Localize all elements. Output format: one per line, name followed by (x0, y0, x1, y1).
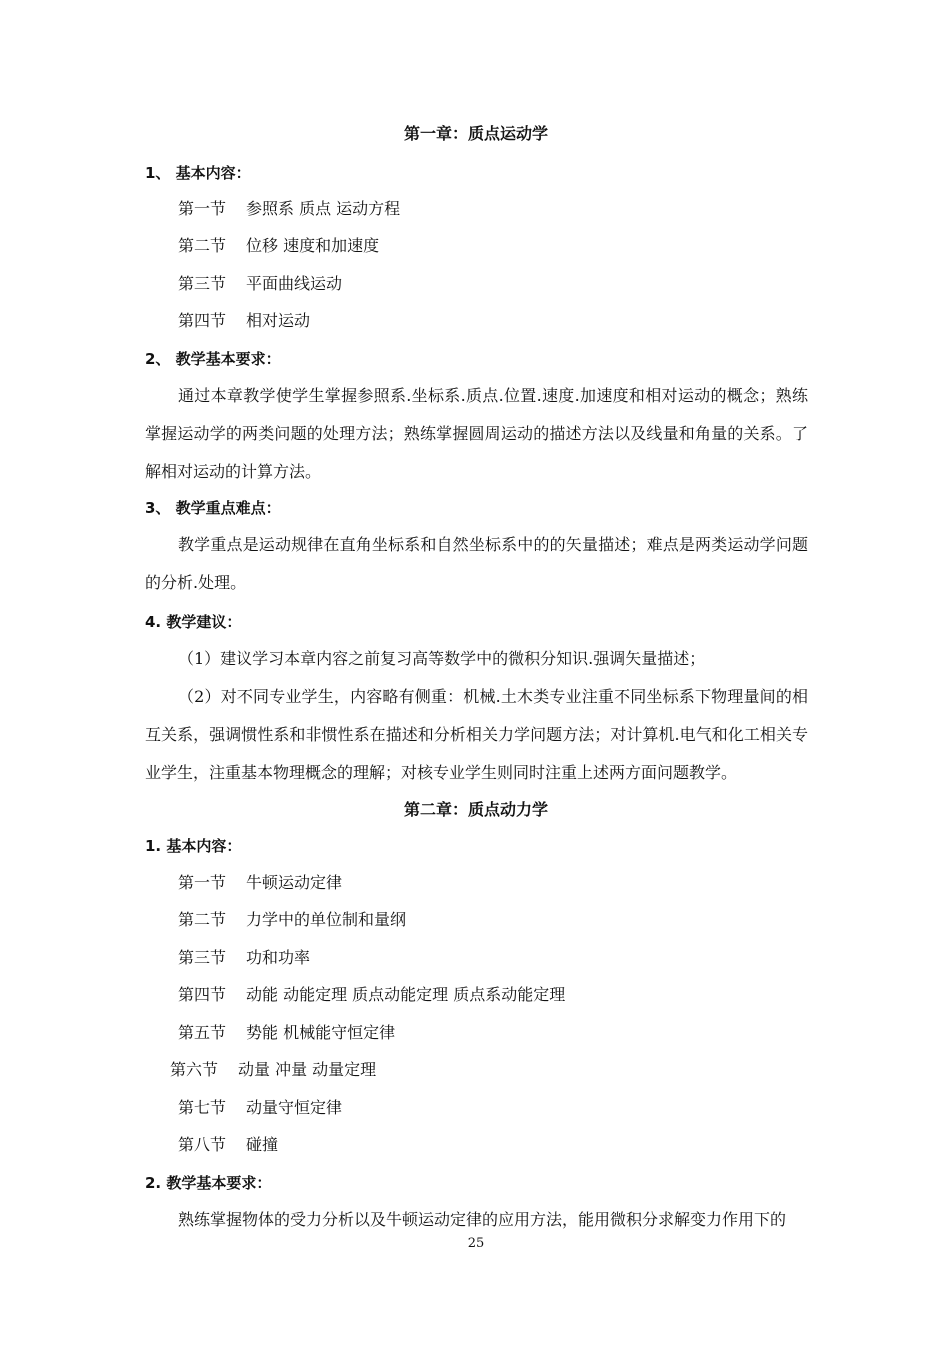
chapter2-item (178, 985, 565, 1005)
chapter2-title: 第二章：质点动力学 (403, 800, 548, 819)
item-number: 第二节 (178, 910, 227, 929)
chapter2-section2-paragraph: 熟练掌握物体的受力分析以及牛顿运动定律的应用方法，能用微积分求解变力作用下的 (178, 1210, 787, 1229)
chapter2-section2-heading: 2. 教学基本要求： (145, 1174, 272, 1192)
chapter1-section2-heading: 2、 教学基本要求： (145, 350, 281, 368)
chapter1-section4-paragraph-2: （2）对不同专业学生，内容略有侧重：机械.土木类专业注重不同坐标系下物理量间的相互关系，强调惯性系和非惯性系在描述和分析相关力学问题方法；对计算机.电气和化工相关专业学生，注重基本物理概念的理解；对核专业学生则同时注重上述两方面问题教学。 (145, 687, 808, 782)
item-number: 第六节 (170, 1060, 219, 1079)
chapter2-item (178, 1023, 395, 1043)
item-number: 第五节 (178, 1023, 227, 1042)
chapter2-item (178, 1135, 278, 1155)
item-text: 参照系 质点 运动方程 (246, 199, 401, 218)
chapter1-section2-paragraph: 通过本章教学使学生掌握参照系.坐标系.质点.位置.速度.加速度和相对运动的概念；熟练掌握运动学的两类问题的处理方法；熟练掌握圆周运动的描述方法以及线量和角量的关系。了解相对运动的计算方法。 (145, 386, 808, 481)
item-number: 第一节 (178, 873, 227, 892)
chapter1-section3-paragraph: 教学重点是运动规律在直角坐标系和自然坐标系中的的矢量描述；难点是两类运动学问题的分析.处理。 (145, 535, 808, 592)
item-number: 第四节 (178, 311, 227, 330)
chapter2-item (178, 873, 342, 893)
item-text: 力学中的单位制和量纲 (246, 910, 407, 929)
item-number: 第三节 (178, 274, 227, 293)
item-text: 动能 动能定理 质点动能定理 质点系动能定理 (246, 985, 566, 1004)
item-text: 功和功率 (246, 948, 311, 967)
chapter1-item (178, 311, 310, 331)
item-number: 第二节 (178, 236, 227, 255)
chapter1-section4-paragraph-1: （1）建议学习本章内容之前复习高等数学中的微积分知识.强调矢量描述； (178, 649, 706, 668)
chapter1-section3-heading: 3、 教学重点难点： (145, 499, 281, 517)
chapter1-item (178, 274, 342, 294)
chapter1-title: 第一章：质点运动学 (403, 124, 548, 143)
item-text: 平面曲线运动 (246, 274, 343, 293)
chapter1-item (178, 236, 379, 256)
chapter2-item (178, 1098, 342, 1118)
item-text: 势能 机械能守恒定律 (246, 1023, 396, 1042)
item-text: 动量守恒定律 (246, 1098, 343, 1117)
item-number: 第八节 (178, 1135, 227, 1154)
chapter2-item (178, 910, 406, 930)
chapter2-item (170, 1060, 376, 1080)
item-text: 牛顿运动定律 (246, 873, 343, 892)
item-text: 动量 冲量 动量定理 (238, 1060, 377, 1079)
chapter1-section4-heading: 4. 教学建议： (145, 613, 242, 631)
item-text: 碰撞 (246, 1135, 279, 1154)
item-text: 相对运动 (246, 311, 311, 330)
chapter2-section1-heading: 1. 基本内容： (145, 837, 242, 855)
item-number: 第一节 (178, 199, 227, 218)
item-number: 第四节 (178, 985, 227, 1004)
item-text: 位移 速度和加速度 (246, 236, 380, 255)
page-number: 25 (467, 1236, 485, 1251)
item-number: 第三节 (178, 948, 227, 967)
chapter2-item (178, 948, 310, 968)
chapter1-section1-heading: 1、 基本内容： (145, 164, 251, 182)
item-number: 第七节 (178, 1098, 227, 1117)
chapter1-item (178, 199, 400, 219)
